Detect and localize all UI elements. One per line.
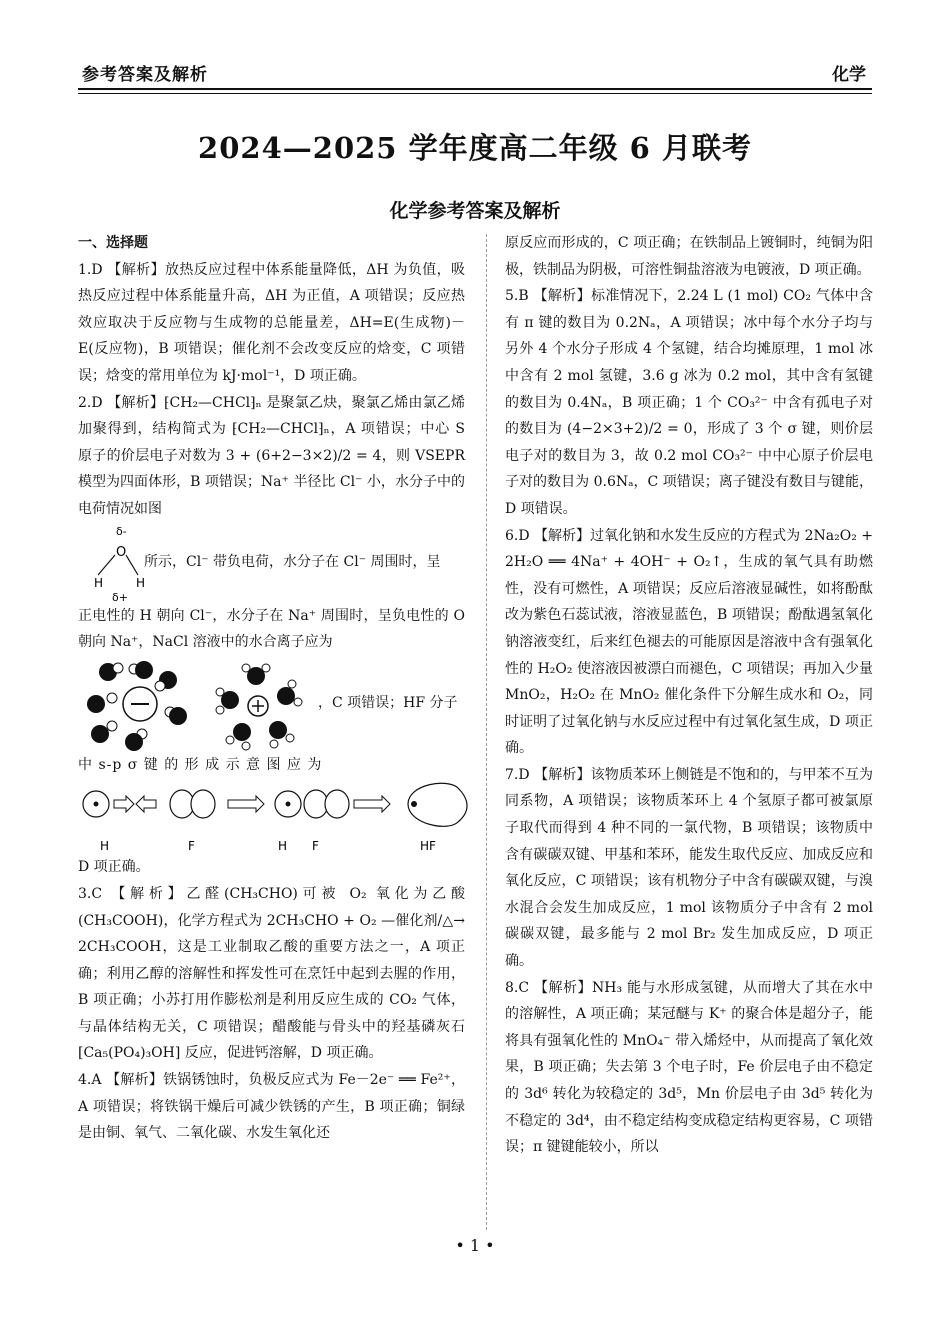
header-rule-thin: [78, 93, 872, 94]
hydrogen-label-right: H: [136, 575, 146, 590]
oxygen-label: O: [116, 544, 127, 560]
hydrated-sodium-icon: [216, 664, 302, 750]
delta-plus-label: δ+: [112, 590, 128, 604]
sp-label-f2: F: [312, 839, 319, 854]
water-molecule-figure: [78, 523, 144, 603]
answer-q2-part5: 中 s-p σ 键 的 形 成 示 意 图 应 为: [78, 756, 323, 773]
sp-label-h2: H: [278, 839, 288, 854]
hydrated-ions-row: [78, 656, 465, 752]
sp-label-hf: HF: [420, 839, 436, 854]
answer-q8: 8.C 【解析】NH₃ 能与水形成氢键，从而增大了其在水中的溶解性，A 项正确；某冠醚与 K⁺ 的聚合体是超分子，能将具有强氧化性的 MnO₄⁻ 带入烯烃中，从而提高了氧化效果，B 项正确；失去第 3 个电子时，Fe 价层电子由不稳定的 3d⁶ 转化为较稳定的 3d⁵，Mn 价层电子由 3d⁵ 转化为不稳定的 3d⁴，由不稳定结构变成稳定结构更容易，C 项错误；π 键键能较小，所以: [505, 979, 873, 1156]
page-number: • 1 •: [455, 1236, 495, 1255]
column-divider: [486, 234, 487, 1230]
answer-q4-part1: 4.A 【解析】铁锅锈蚀时，负极反应式为 Fe－2e⁻ ══ Fe²⁺，A 项错误；将铁锅干燥后可减少铁锈的产生，B 项正确；铜绿是由铜、氧气、二氧化碳、水发生氧化还: [78, 1072, 465, 1142]
answer-q1: 1.D 【解析】放热反应过程中体系能量降低，ΔH 为负值，吸热反应过程中体系能量升高，ΔH 为正值，A 项错误；反应热效应取决于反应物与生成物的总能量差，ΔH=E(生成物)－E(反应物)，B 项错误；催化剂不会改变反应的焓变，C 项错误；焓变的常用单位为 kJ·mol⁻¹，D 项正确。: [78, 261, 465, 384]
page-title: 2024—2025 学年度高二年级 6 月联考: [198, 131, 752, 165]
header-subject: 化学: [832, 65, 866, 85]
section-heading: 一、选择题: [78, 235, 148, 251]
right-column: [505, 230, 873, 1161]
answer-q2-part6: D 项正确。: [78, 859, 150, 876]
hydrogen-label-left: H: [94, 575, 104, 590]
answer-q4-part2: 原反应而形成的，C 项正确；在铁制品上镀铜时，纯铜为阳极，铁制品为阴极，可溶性铜盐溶液为电镀液，D 项正确。: [505, 235, 873, 278]
answer-q6: 6.D 【解析】过氧化钠和水发生反应的方程式为 2Na₂O₂ + 2H₂O ══ 4Na⁺ + 4OH⁻ + O₂↑，生成的氧气具有助燃性，没有可燃性，A 项错误；反应后溶液显碱性，如将酚酞改为紫色石蕊试液，溶液显蓝色，B 项错误；酚酞遇氢氧化钠溶液变红，后来红色褪去的可能原因是溶液中含有强氧化性的 H₂O₂ 使溶液因被漂白而褪色，C 项错误；再加入少量 MnO₂，H₂O₂ 在 MnO₂ 催化条件下分解生成水和 O₂，同时证明了过氧化钠与水反应过程中有过氧化氢生成，D 项正确。: [505, 527, 873, 757]
hydrated-ions-figure: [78, 656, 318, 752]
sp-label-h1: H: [100, 839, 110, 854]
water-charge-row: [78, 523, 465, 603]
sp-label-f1: F: [188, 839, 195, 854]
header-doc-type: 参考答案及解析: [82, 65, 208, 85]
answer-q3: 3.C 【解析】乙醛(CH₃CHO)可被 O₂ 氧化为乙酸(CH₃COOH)，化学方程式为 2CH₃CHO + O₂ —催化剂/△→ 2CH₃COOH，这是工业制取乙酸的重要方法之一，A 项正确；利用乙醇的溶解性和挥发性可在烹饪中起到去腥的作用，B 项正确；小苏打用作膨松剂是利用反应生成的 CO₂ 气体，与晶体结构无关，C 项错误；醋酸能与骨头中的羟基磷灰石 [Ca₅(PO₄)₃OH] 反应，促进钙溶解，D 项正确。: [78, 885, 465, 1062]
header-rule-thick: [78, 88, 872, 90]
delta-minus-label: δ-: [116, 524, 127, 538]
answer-q5: 5.B 【解析】标准情况下，2.24 L (1 mol) CO₂ 气体中含有 π 键的数目为 0.2Nₐ，A 项错误；冰中每个水分子均与另外 4 个水分子形成 4 个氢键，结合均摊原理，1 mol 冰中含有 2 mol 氢键，3.6 g 冰为 0.2 mol，其中含有氢键的数目为 0.4Nₐ，B 项正确；1 个 CO₃²⁻ 中含有孤电子对的数目为 (4−2×3+2)/2 = 0，形成了 3 个 σ 键，则价层电子对的数目为 3，故 0.2 mol CO₃²⁻ 中中心原子价层电子对的数目为 0.6Nₐ，C 项错误；离子键没有数目与键能，D 项错误。: [505, 288, 873, 517]
left-column: [78, 230, 465, 1147]
answer-q2-part1: 2.D 【解析】⁅CH₂—CHCl⁆ₙ 是聚氯乙炔，聚氯乙烯由氯乙烯加聚得到，结构简式为 ⁅CH₂—CHCl⁆ₙ，A 项错误；中心 S 原子的价层电子对数为 3 + (6+2−3×2)/2 = 4，则 VSEPR 模型为四面体形，B 项错误；Na⁺ 半径比 Cl⁻ 小，水分子中的电荷情况如图: [78, 394, 465, 517]
answer-q7: 7.D 【解析】该物质苯环上侧链是不饱和的，与甲苯不互为同系物，A 项错误；该物质苯环上 4 个氢原子都可被氯原子取代而得到 4 种不同的一氯代物，B 项错误；该物质中含有碳碳双键、甲基和苯环，能发生取代反应、加成反应和氧化反应，C 项错误；该有机物分子中含有碳碳双键，与溴水混合会发生加成反应，1 mol 该物质分子中含有 2 mol 碳碳双键，最多能与 2 mol Br₂ 发生加成反应，D 项正确。: [505, 766, 873, 970]
answer-q2-part2: 所示，Cl⁻ 带负电荷，水分子在 Cl⁻ 周围时，呈: [144, 554, 441, 571]
answer-q2-part3: 正电性的 H 朝向 Cl⁻，水分子在 Na⁺ 周围时，呈负电性的 O 朝向 Na⁺，NaCl 溶液中的水合离子应为: [78, 607, 465, 651]
sp-sigma-bond-figure: [78, 778, 465, 854]
page-header: [0, 0, 950, 100]
page-subtitle: 化学参考答案及解析: [389, 200, 561, 222]
hydrated-chloride-icon: [87, 661, 187, 751]
answer-q2-part4: ，C 项错误；HF 分子: [318, 695, 458, 712]
